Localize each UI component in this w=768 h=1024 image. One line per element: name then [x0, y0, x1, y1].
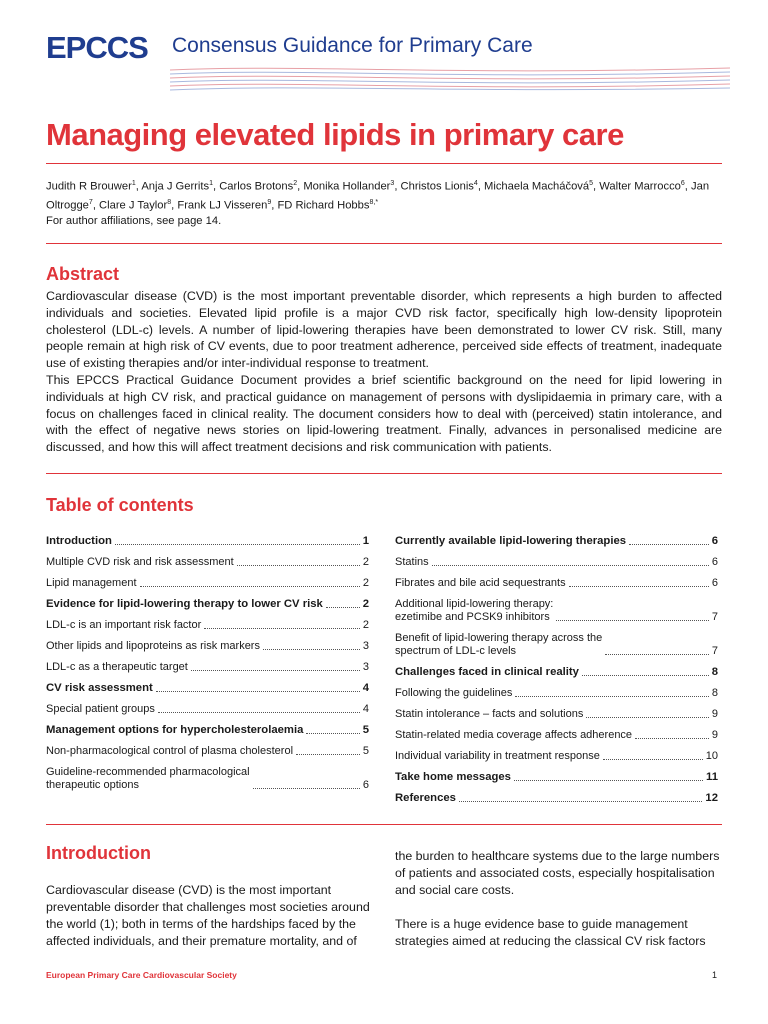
toc-entry-page: 6 [711, 556, 718, 568]
toc-entry-label: Non-pharmacological control of plasma cholesterol [46, 745, 294, 757]
toc-heading: Table of contents [46, 495, 194, 515]
toc-entry[interactable] [395, 632, 718, 658]
author-affiliation-number: 4 [473, 180, 478, 187]
author-name: Anja J Gerrits [141, 180, 210, 193]
toc-entry-label: Take home messages [395, 771, 511, 783]
introduction-right-paragraph-1: the burden to healthcare systems due to the large numbers of patients and associated costs, especially hospitalisation and social care costs. [395, 849, 720, 897]
toc-leader-dots [605, 654, 709, 655]
toc-leader-dots [635, 738, 709, 739]
epccs-logo [46, 30, 148, 66]
author-affiliation-number: 5 [589, 180, 594, 187]
toc-entry-page: 5 [362, 724, 369, 736]
toc-entry[interactable] [46, 661, 369, 674]
author-name: Carlos Brotons [219, 180, 294, 193]
toc-entry-label: Lipid management [46, 577, 137, 589]
toc-leader-dots [140, 586, 360, 587]
toc-entry-label: CV risk assessment [46, 682, 153, 694]
toc-entry-page: 7 [711, 645, 718, 657]
toc-entry[interactable] [395, 666, 718, 679]
toc-entry-page: 9 [711, 708, 718, 720]
author-name: Michaela Macháčová [484, 180, 590, 193]
toc-leader-dots [156, 691, 360, 692]
abstract-body [46, 288, 722, 456]
footer-society: European Primary Care Cardiovascular Society [46, 970, 237, 980]
toc-leader-dots [582, 675, 709, 676]
toc-leader-dots [158, 712, 360, 713]
author-affiliation-number: 8 [167, 198, 172, 206]
toc-entry-page: 4 [362, 682, 369, 694]
toc-entry-page: 2 [362, 556, 369, 568]
abstract-heading: Abstract [46, 264, 120, 284]
abstract-paragraph-1: Cardiovascular disease (CVD) is the most important preventable disorder, which represents a high burden to affected individuals and societies. Elevated lipid profile is a major CVD risk factor, specifically high low-density lipoprotein cholesterol (LDL-c) levels. A number of lipid-lowering therapies have been demonstrated to lower CV risk. Still, many people remain at high risk of CV events, due to poor treatment adherence, perceived side effects of treatment, inadequate use of existing therapies and/or inter-individual response to treatment. [46, 289, 722, 371]
toc-entry[interactable] [46, 619, 369, 632]
toc-entry-label: Statins [395, 556, 429, 568]
author-name: FD Richard Hobbs [277, 199, 370, 212]
toc-entry[interactable] [46, 724, 369, 737]
toc-entry-label: Management options for hypercholesterolaemia [46, 724, 304, 736]
author-affiliation-number: 7 [88, 198, 93, 206]
toc-right-column [395, 535, 718, 813]
author-name: Clare J Taylor [99, 199, 168, 212]
toc-entry-label: Following the guidelines [395, 687, 513, 699]
toc-entry-page: 2 [362, 577, 369, 589]
toc-entry-label: Additional lipid-lowering therapy: ezetimibe and PCSK9 inhibitors [395, 598, 554, 623]
abstract-divider [46, 473, 722, 474]
toc-entry-page: 3 [362, 661, 369, 673]
toc-entry[interactable] [395, 687, 718, 700]
toc-entry[interactable] [395, 535, 718, 548]
abstract-paragraph-2: This EPCCS Practical Guidance Document provides a brief scientific background on the need for lipid lowering in individuals at high CV risk, and practical guidance on management of persons with dyslipidaemia in primary care, with a focus on challenges faced in clinical reality. The document considers how to deal with (perceived) statin intolerance, and with the effect of negative news stories on lipid-lowering treatment. Finally, advances in personalised medicine are discussed, and how this will affect treatment decisions and risk communication with patients. [46, 372, 722, 455]
toc-entry[interactable] [395, 708, 718, 721]
toc-entry-label: LDL-c as a therapeutic target [46, 661, 188, 673]
toc-entry[interactable] [46, 745, 369, 758]
toc-leader-dots [306, 733, 359, 734]
toc-entry-page: 8 [711, 687, 718, 699]
toc-leader-dots [191, 670, 360, 671]
toc-entry-page: 11 [706, 771, 718, 783]
toc-entry-label: Evidence for lipid-lowering therapy to lower CV risk [46, 598, 323, 610]
author-name: Jan Oltrogge [46, 180, 710, 212]
toc-entry-page: 9 [711, 729, 718, 741]
toc-entry-page: 4 [362, 703, 369, 715]
page-title: Managing elevated lipids in primary care [46, 117, 624, 152]
toc-leader-dots [603, 759, 703, 760]
toc-leader-dots [253, 788, 360, 789]
logo-text: EPCCS [46, 30, 148, 65]
introduction-left-text: Cardiovascular disease (CVD) is the most important preventable disorder that challenges most societies around the world (1); both in terms of the hardships faced by the affected individuals, and their premature mortality, and of [46, 883, 370, 948]
toc-leader-dots [204, 628, 360, 629]
toc-entry[interactable] [46, 535, 369, 548]
introduction-right-column [395, 848, 721, 950]
author-affiliation-number: 1 [209, 180, 213, 187]
footer-page-number: 1 [712, 970, 718, 980]
toc-leader-dots [515, 696, 708, 697]
toc-leader-dots [296, 754, 360, 755]
author-list: Judith R Brouwer$^1$, Anja J Gerrits$^1$, Carlos Brotons$^2$, Monika Hollander$^3$, Christos Lionis$^4$, Michaela Macháčová$^5$, Walter Marrocco$^6$, Jan Oltrogge$^7$, Clare J Taylor$^8$, Frank LJ Visseren$^9$, FD Richard Hobbs$^{8,*}$ [46, 180, 710, 212]
toc-leader-dots [629, 544, 709, 545]
toc-entry-page: 7 [711, 611, 718, 623]
toc-leader-dots [237, 565, 360, 566]
toc-leader-dots [432, 565, 709, 566]
author-affiliation-number: 3 [390, 180, 395, 187]
toc-entry-label: Statin-related media coverage affects adherence [395, 729, 633, 741]
toc-entry[interactable] [46, 766, 369, 792]
introduction-heading: Introduction [46, 843, 151, 863]
toc-leader-dots [263, 649, 360, 650]
toc-leader-dots [326, 607, 360, 608]
toc-entry-page: 3 [362, 640, 369, 652]
toc-leader-dots [459, 801, 703, 802]
toc-entry-label: Currently available lipid-lowering therapies [395, 535, 627, 547]
toc-entry[interactable] [395, 598, 718, 624]
decorative-waves-icon [170, 62, 730, 94]
toc-entry-page: 12 [705, 792, 718, 804]
toc-entry-page: 6 [362, 779, 369, 791]
toc-entry-label: Multiple CVD risk and risk assessment [46, 556, 234, 568]
toc-leader-dots [569, 586, 709, 587]
toc-leader-dots [586, 717, 709, 718]
toc-entry-page: 8 [711, 666, 718, 678]
toc-entry-page: 2 [362, 598, 369, 610]
title-divider [46, 163, 722, 164]
author-affiliation-number: 6 [680, 180, 685, 187]
toc-entry-label: Other lipids and lipoproteins as risk markers [46, 640, 260, 652]
author-name: Monika Hollander [303, 180, 391, 193]
author-name: Christos Lionis [400, 180, 474, 193]
toc-entry[interactable] [395, 771, 718, 784]
toc-entry[interactable] [46, 703, 369, 716]
toc-leader-dots [115, 544, 360, 545]
toc-entry-page: 10 [705, 750, 718, 762]
toc-entry[interactable] [395, 729, 718, 742]
toc-leader-dots [556, 620, 709, 621]
author-affiliation-number: 9 [267, 198, 272, 206]
affiliation-note: For author affiliations, see page 14. [46, 215, 222, 227]
toc-entry-label: Guideline-recommended pharmacological therapeutic options [46, 766, 250, 791]
toc-entry-page: 5 [362, 745, 369, 757]
author-name: Judith R Brouwer [46, 180, 132, 193]
authors-divider [46, 243, 722, 244]
toc-left-column [46, 535, 369, 800]
toc-entry[interactable] [395, 577, 718, 590]
toc-leader-dots [514, 780, 703, 781]
author-name: Frank LJ Visseren [177, 199, 268, 212]
toc-entry-label: LDL-c is an important risk factor [46, 619, 202, 631]
toc-entry-label: Challenges faced in clinical reality [395, 666, 579, 678]
toc-entry-label: Individual variability in treatment response [395, 750, 600, 762]
introduction-left-column [46, 882, 372, 950]
toc-entry-label: Special patient groups [46, 703, 155, 715]
toc-entry-label: References [395, 792, 456, 804]
toc-entry[interactable] [395, 792, 718, 805]
toc-entry-label: Statin intolerance – facts and solutions [395, 708, 584, 720]
toc-entry[interactable] [46, 598, 369, 611]
author-name: Walter Marrocco [599, 180, 681, 193]
author-affiliation-number: 2 [293, 180, 298, 187]
toc-entry[interactable] [395, 556, 718, 569]
header-subtitle: Consensus Guidance for Primary Care [172, 34, 533, 57]
toc-entry-page: 6 [711, 535, 718, 547]
author-affiliation-number: 1 [131, 180, 136, 187]
toc-entry-label: Fibrates and bile acid sequestrants [395, 577, 566, 589]
toc-entry[interactable] [46, 577, 369, 590]
toc-entry-page: 2 [362, 619, 369, 631]
toc-entry-label: Introduction [46, 535, 112, 547]
toc-divider [46, 824, 722, 825]
introduction-right-paragraph-2: There is a huge evidence base to guide management strategies aimed at reducing the classical CV risk factors [395, 917, 706, 948]
toc-entry-page: 6 [711, 577, 718, 589]
toc-entry[interactable] [46, 682, 369, 695]
toc-entry[interactable] [395, 750, 718, 763]
toc-entry[interactable] [46, 556, 369, 569]
author-affiliation-number: 8,* [369, 198, 379, 206]
toc-entry-label: Benefit of lipid-lowering therapy across the spectrum of LDL-c levels [395, 632, 603, 657]
toc-entry-page: 1 [362, 535, 369, 547]
toc-entry[interactable] [46, 640, 369, 653]
